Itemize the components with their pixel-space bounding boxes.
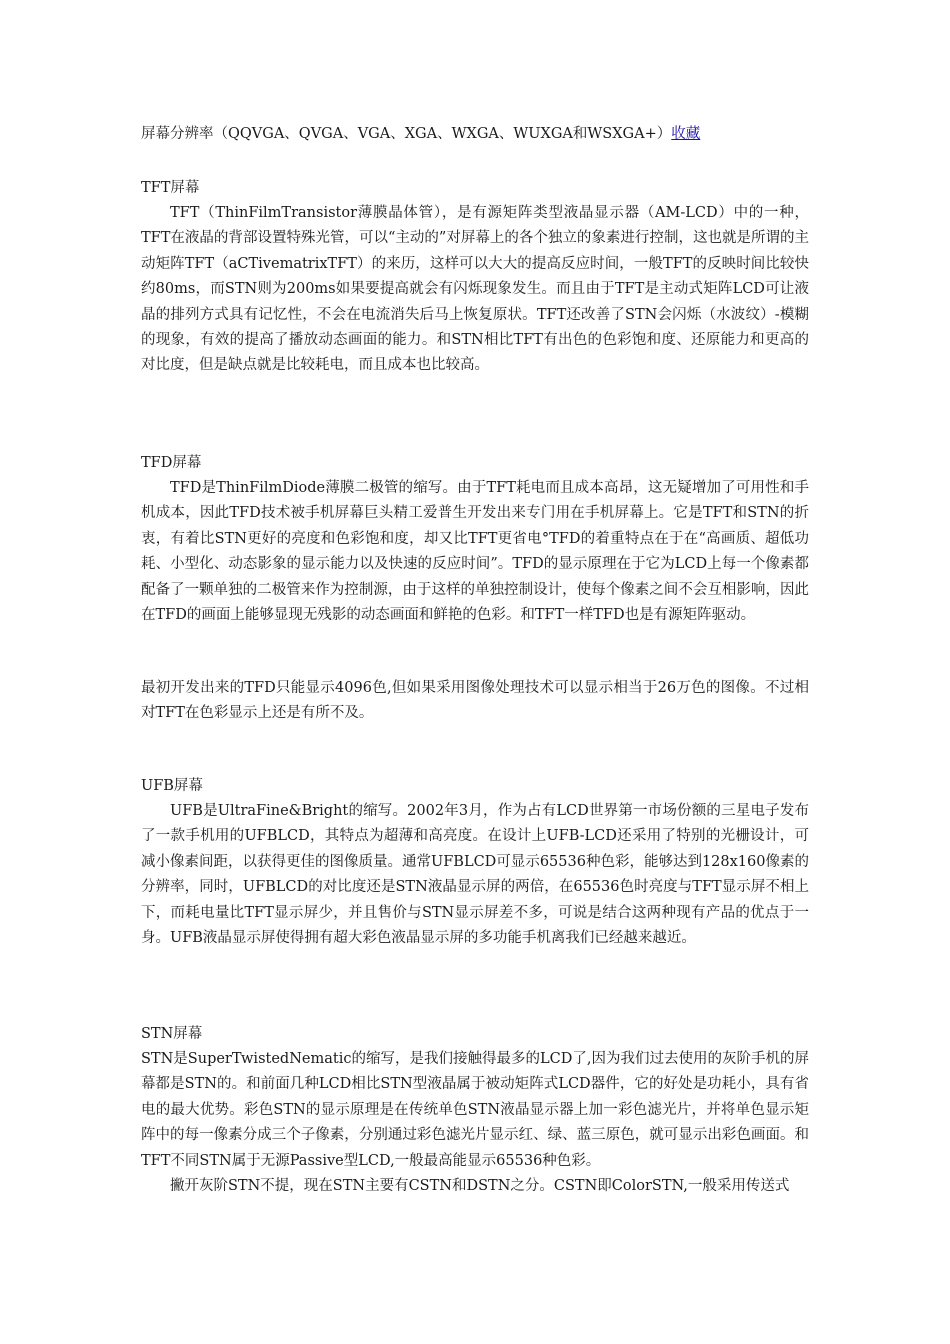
section-paragraph: UFB是UltraFine&Bright的缩写。2002年3月，作为占有LCD世界第一市场份额的三星电子发布了一款手机用的UFBLCD，其特点为超薄和高亮度。在设计上UFB-LCD还采用了特别的光栅设计，可减小像素间距，以获得更佳的图像质量。通常UFBLCD可显示65536种色彩，能够达到128x160像素的分辨率，同时，UFBLCD的对比度还是STN液晶显示屏的两倍，在65536色时亮度与TFT显示屏不相上下，而耗电量比TFT显示屏少，并且售价与STN显示屏差不多，可说是结合这两种现有产品的优点于一身。UFB液晶显示屏使得拥有超大彩色液晶显示屏的多功能手机离我们已经越来越近。 xyxy=(141,803,809,947)
section-heading: STN屏幕 xyxy=(141,1026,203,1042)
section-ufb xyxy=(141,774,809,951)
section-stn xyxy=(141,1022,809,1199)
favorite-link[interactable]: 收藏 xyxy=(671,126,701,142)
section-heading: UFB屏幕 xyxy=(141,778,203,794)
section-tfd-note xyxy=(141,676,809,727)
section-tfd xyxy=(141,451,809,628)
section-paragraph: 撇开灰阶STN不提，现在STN主要有CSTN和DSTN之分。CSTN即ColorSTN,一般采用传送式 xyxy=(170,1178,790,1195)
section-paragraph: TFD是ThinFilmDiode薄膜二极管的缩写。由于TFT耗电而且成本高昂，这无疑增加了可用性和手机成本，因此TFD技术被手机屏幕巨头精工爱普生开发出来专门用在手机屏幕上。它是TFT和STN的折衷，有着比STN更好的亮度和色彩饱和度，却又比TFT更省电°TFD的着重特点在于在“高画质、超低功耗、小型化、动态影象的显示能力以及快速的反应时间”。TFD的显示原理在于它为LCD上每一个像素都配备了一颗单独的二极管来作为控制源，由于这样的单独控制设计，使每个像素之间不会互相影响，因此在TFD的画面上能够显现无残影的动态画面和鲜艳的色彩。和TFT一样TFD也是有源矩阵驱动。 xyxy=(141,480,809,624)
document-title-text: 屏幕分辨率（QQVGA、QVGA、VGA、XGA、WXGA、WUXGA和WSXGA+） xyxy=(141,126,672,142)
section-paragraph: STN是SuperTwistedNematic的缩写，是我们接触得最多的LCD了,因为我们过去使用的灰阶手机的屏幕都是STN的。和前面几种LCD相比STN型液晶属于被动矩阵式LCD器件，它的好处是功耗小，具有省电的最大优势。彩色STN的显示原理是在传统单色STN液晶显示器上加一彩色滤光片，并将单色显示矩阵中的每一像素分成三个子像素，分别通过彩色滤光片显示红、绿、蓝三原色，就可显示出彩色画面。和TFT不同STN属于无源Passive型LCD,一般最高能显示65536种色彩。 xyxy=(141,1051,809,1169)
document-title xyxy=(141,124,809,144)
section-heading: TFT屏幕 xyxy=(141,180,200,196)
section-paragraph: TFT（ThinFilmTransistor薄膜晶体管），是有源矩阵类型液晶显示器（AM-LCD）中的一种，TFT在液晶的背部设置特殊光管，可以“主动的”对屏幕上的各个独立的象素进行控制，这也就是所谓的主动矩阵TFT（aCTivematrixTFT）的来历，这样可以大大的提高反应时间，一般TFT的反映时间比较快约80ms，而STN则为200ms如果要提高就会有闪烁现象发生。而且由于TFT是主动式矩阵LCD可让液晶的排列方式具有记忆性，不会在电流消失后马上恢复原状。TFT还改善了STN会闪烁（水波纹）-模糊的现象，有效的提高了播放动态画面的能力。和STN相比TFT有出色的色彩饱和度、还原能力和更高的对比度，但是缺点就是比较耗电，而且成本也比较高。 xyxy=(141,205,809,374)
section-paragraph: 最初开发出来的TFD只能显示4096色,但如果采用图像处理技术可以显示相当于26万色的图像。不过相对TFT在色彩显示上还是有所不及。 xyxy=(141,680,809,722)
section-tft xyxy=(141,176,809,379)
section-heading: TFD屏幕 xyxy=(141,455,202,471)
